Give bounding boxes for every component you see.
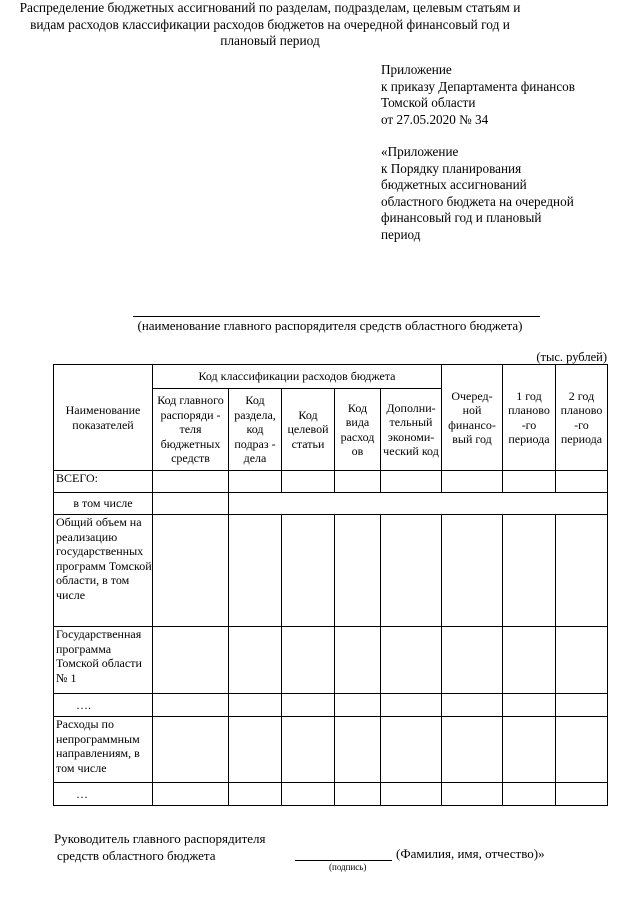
header-expense-type-code: Код вида расход ов	[335, 389, 381, 471]
signature-position-line2: средств областного бюджета	[57, 848, 216, 863]
appendix-line: областного бюджета на очередной	[381, 193, 574, 209]
header-target-code: Код целевой статьи	[282, 389, 335, 471]
appendix-order-reference	[381, 62, 575, 128]
row-ellipsis-2: …	[54, 783, 153, 806]
appendix-line: к Порядку планирования	[381, 160, 522, 176]
distributor-caption: (наименование главного распорядителя средств областного бюджета)	[137, 318, 523, 333]
signature-block	[54, 830, 266, 864]
header-economic-code: Дополни- тельный экономи- ческий код	[381, 389, 442, 471]
budget-table	[53, 364, 608, 806]
appendix-line: бюджетных ассигнований	[381, 177, 527, 192]
signature-position-line1: Руководитель главного распорядителя	[54, 831, 266, 846]
signature-name-caption: (Фамилия, имя, отчество)»	[396, 846, 545, 861]
appendix-line: «Приложение	[381, 144, 459, 159]
header-plan-year-1: 1 год планово -го периода	[503, 365, 556, 471]
appendix-line: от 27.05.2020 № 34	[381, 111, 489, 127]
row-including: в том числе	[54, 493, 153, 515]
header-section-code: Код раздела, код подраз - дела	[229, 389, 282, 471]
header-classification-group: Код классификации расходов бюджета	[153, 365, 442, 389]
row-non-program-expenses: Расходы по непрограммным направлениям, в том числе	[54, 717, 153, 783]
row-total: ВСЕГО:	[54, 471, 153, 493]
signature-caption: (подпись)	[329, 862, 367, 872]
title-line: плановый период	[220, 33, 320, 48]
title-line: видам расходов классификации расходов бюджетов на очередной финансовый год и	[30, 16, 510, 32]
signature-line	[295, 860, 392, 861]
header-current-year: Очеред- ной финансо- вый год	[442, 365, 503, 471]
document-title	[0, 0, 540, 50]
row-ellipsis-1: ….	[54, 694, 153, 717]
distributor-name-line	[133, 316, 540, 317]
appendix-procedure-reference	[381, 144, 574, 243]
title-line: Распределение бюджетных ассигнований по разделам, подразделам, целевым статьям и	[19, 0, 521, 15]
appendix-line: Томской области	[381, 95, 476, 110]
header-name: Наименование показателей	[54, 365, 153, 471]
appendix-line: Приложение	[381, 62, 452, 77]
appendix-line: период	[381, 226, 421, 242]
row-state-program-1: Государственная программа Томской области № 1	[54, 627, 153, 694]
row-state-programs-total: Общий объем на реализацию государственных программ Томской области, в том числе	[54, 515, 153, 627]
header-distributor-code: Код главного распоряди - теля бюджетных средств	[153, 389, 229, 471]
header-plan-year-2: 2 год планово -го периода	[556, 365, 608, 471]
units-label: (тыс. рублей)	[536, 350, 607, 364]
appendix-line: к приказу Департамента финансов	[381, 78, 575, 94]
appendix-line: финансовый год и плановый	[381, 210, 542, 225]
